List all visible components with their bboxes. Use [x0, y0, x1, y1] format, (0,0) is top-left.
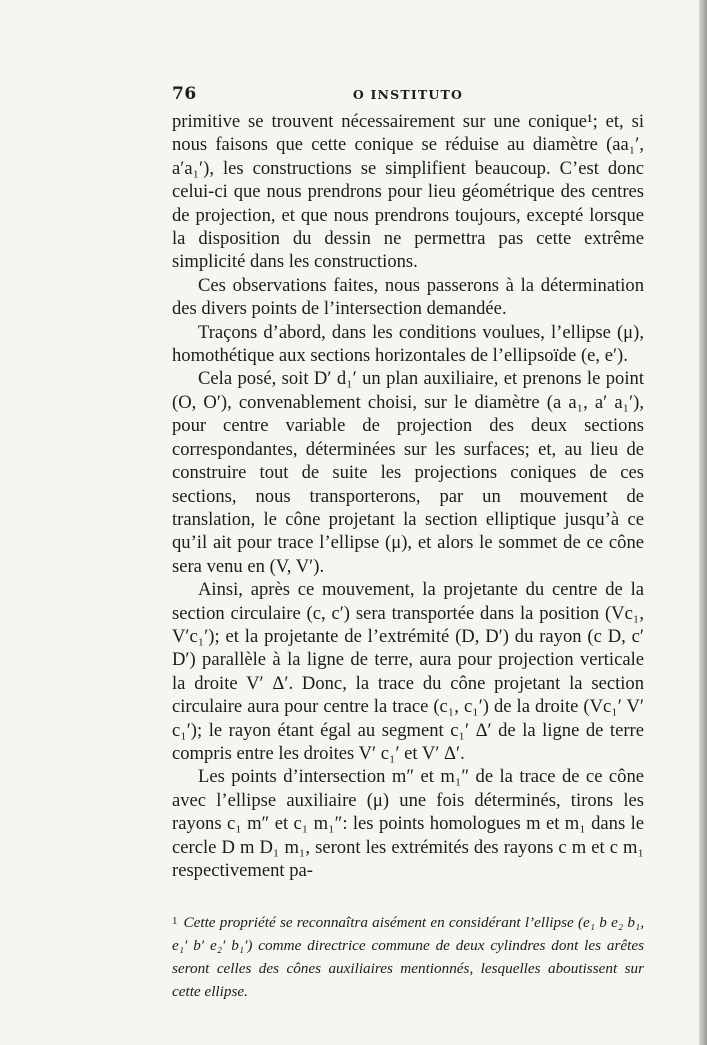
footnote [172, 910, 644, 1003]
footnote-text: Cette propriété se reconnaîtra aisément en considérant l’ellipse (e₁ b e₂ b₁, e₁′ b′ e₂′ b₁′) comme directrice commune de deux cylindres dont les arêtes seront celles des cônes auxiliaires mentionnés, lesquelles aboutissent sur cette ellipse. [172, 914, 644, 1001]
paragraph-6: Les points d’intersection m″ et m₁″ de la trace de ce cône avec l’ellipse auxiliaire (μ) une fois déterminés, tirons les rayons c₁ m″ et c₁ m₁″: les points homologues m et m₁ dans le cercle D m D₁ m₁, seront les extrémités des rayons c m et c m₁ respectivement pa- [172, 766, 644, 881]
scan-edge [699, 0, 707, 1045]
paragraph-4: Cela posé, soit D′ d₁′ un plan auxiliaire, et prenons le point (O, O′), convenablement choisi, sur le diamètre (a a₁, a′ a₁′), pour centre variable de projection des deux sections correspondantes, déterminées sur les surfaces; et, au lieu de construire tout de suite les projections coniques de ces sections, nous transporterons, par un mouvement de translation, le cône projetant la section elliptique jusqu’à ce qu’il ait pour trace l’ellipse (μ), et alors le sommet de ce cône sera venu en (V, V′). [172, 368, 644, 577]
running-title: O INSTITUTO [352, 87, 464, 102]
body-text [172, 110, 644, 882]
paragraph-3: Traçons d’abord, dans les conditions voulues, l’ellipse (μ), homothétique aux sections horizontales de l’ellipsoïde (e, e′). [172, 321, 644, 367]
page-header [172, 84, 644, 110]
footnote-mark: 1 [172, 915, 178, 928]
page-number: 76 [172, 84, 197, 104]
paragraph-5: Ainsi, après ce mouvement, la projetante du centre de la section circulaire (c, c′) sera transportée dans la position (Vc₁, V′c₁′); et la projetante de l’extrémité (D, D′) du rayon (c D, c′ D′) parallèle à la ligne de terre, aura pour projection verticale la droite V′ Δ′. Donc, la trace du cône projetant la section circulaire aura pour centre la trace (c₁, c₁′) de la droite (Vc₁′ V′ c₁′); le rayon étant égal au segment c₁′ Δ′ de la ligne de terre compris entre les droites V′ c₁′ et V′ Δ′. [172, 579, 644, 764]
paragraph-1: primitive se trouvent nécessairement sur une conique¹; et, si nous faisons que cette conique se réduise au diamètre (aa₁′, a′a₁′), les constructions se simplifient beaucoup. C’est donc celui-ci que nous prendrons pour lieu géométrique des centres de projection, et que nous prendrons toujours, excepté lorsque la disposition du dessin ne permettra pas cette extrême simplicité dans les constructions. [172, 111, 644, 273]
document-page [172, 84, 644, 1003]
paragraph-2: Ces observations faites, nous passerons à la détermination des divers points de l’intersection demandée. [172, 274, 644, 320]
